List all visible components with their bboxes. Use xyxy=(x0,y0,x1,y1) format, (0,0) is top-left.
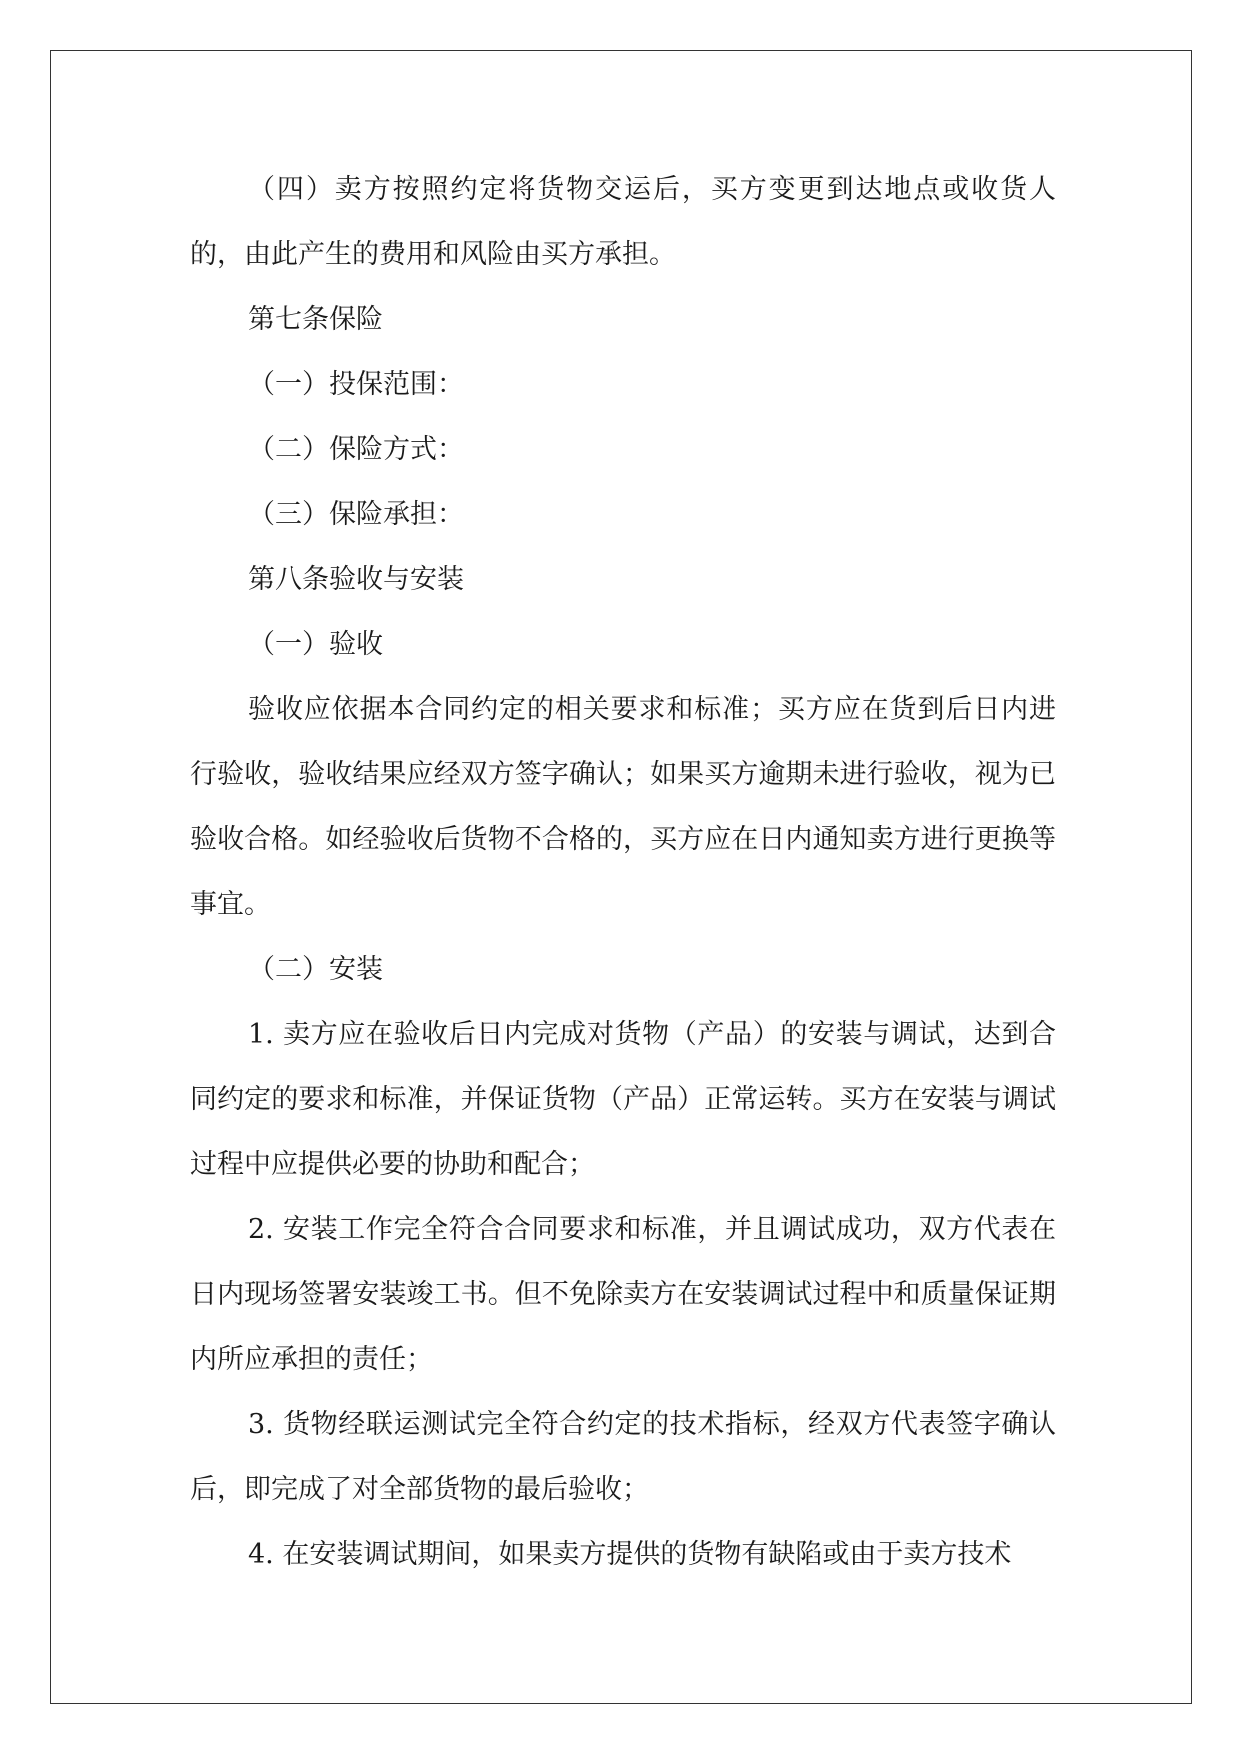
paragraph-installation-item-1: 1. 卖方应在验收后日内完成对货物（产品）的安装与调试，达到合同约定的要求和标准，并保证货物（产品）正常运转。买方在安装与调试过程中应提供必要的协助和配合； xyxy=(190,1019,1056,1180)
paragraph-insurance-scope: （一）投保范围： xyxy=(248,369,464,400)
paragraph-delivery-change: （四）卖方按照约定将货物交运后，买方变更到达地点或收货人的，由此产生的费用和风险由买方承担。 xyxy=(190,174,1056,270)
paragraph-installation-item-4: 4. 在安装调试期间，如果卖方提供的货物有缺陷或由于卖方技术 xyxy=(248,1539,1012,1570)
paragraph-installation-item-2: 2. 安装工作完全符合合同要求和标准，并且调试成功，双方代表在日内现场签署安装竣工书。但不免除卖方在安装调试过程中和质量保证期内所应承担的责任； xyxy=(190,1214,1056,1375)
document-body xyxy=(190,157,1056,1587)
paragraph-insurance-bearer: （三）保险承担： xyxy=(248,499,464,530)
heading-article-8-acceptance: 第八条验收与安装 xyxy=(248,564,464,595)
heading-article-7-insurance: 第七条保险 xyxy=(248,304,383,335)
paragraph-acceptance-terms: 验收应依据本合同约定的相关要求和标准；买方应在货到后日内进行验收，验收结果应经双方签字确认；如果买方逾期未进行验收，视为已验收合格。如经验收后货物不合格的，买方应在日内通知卖方进行更换等事宜。 xyxy=(190,694,1056,920)
subheading-installation: （二）安装 xyxy=(248,954,383,985)
paragraph-installation-item-3: 3. 货物经联运测试完全符合约定的技术指标，经双方代表签字确认后，即完成了对全部货物的最后验收； xyxy=(190,1409,1056,1505)
paragraph-insurance-method: （二）保险方式： xyxy=(248,434,464,465)
subheading-acceptance: （一）验收 xyxy=(248,629,383,660)
